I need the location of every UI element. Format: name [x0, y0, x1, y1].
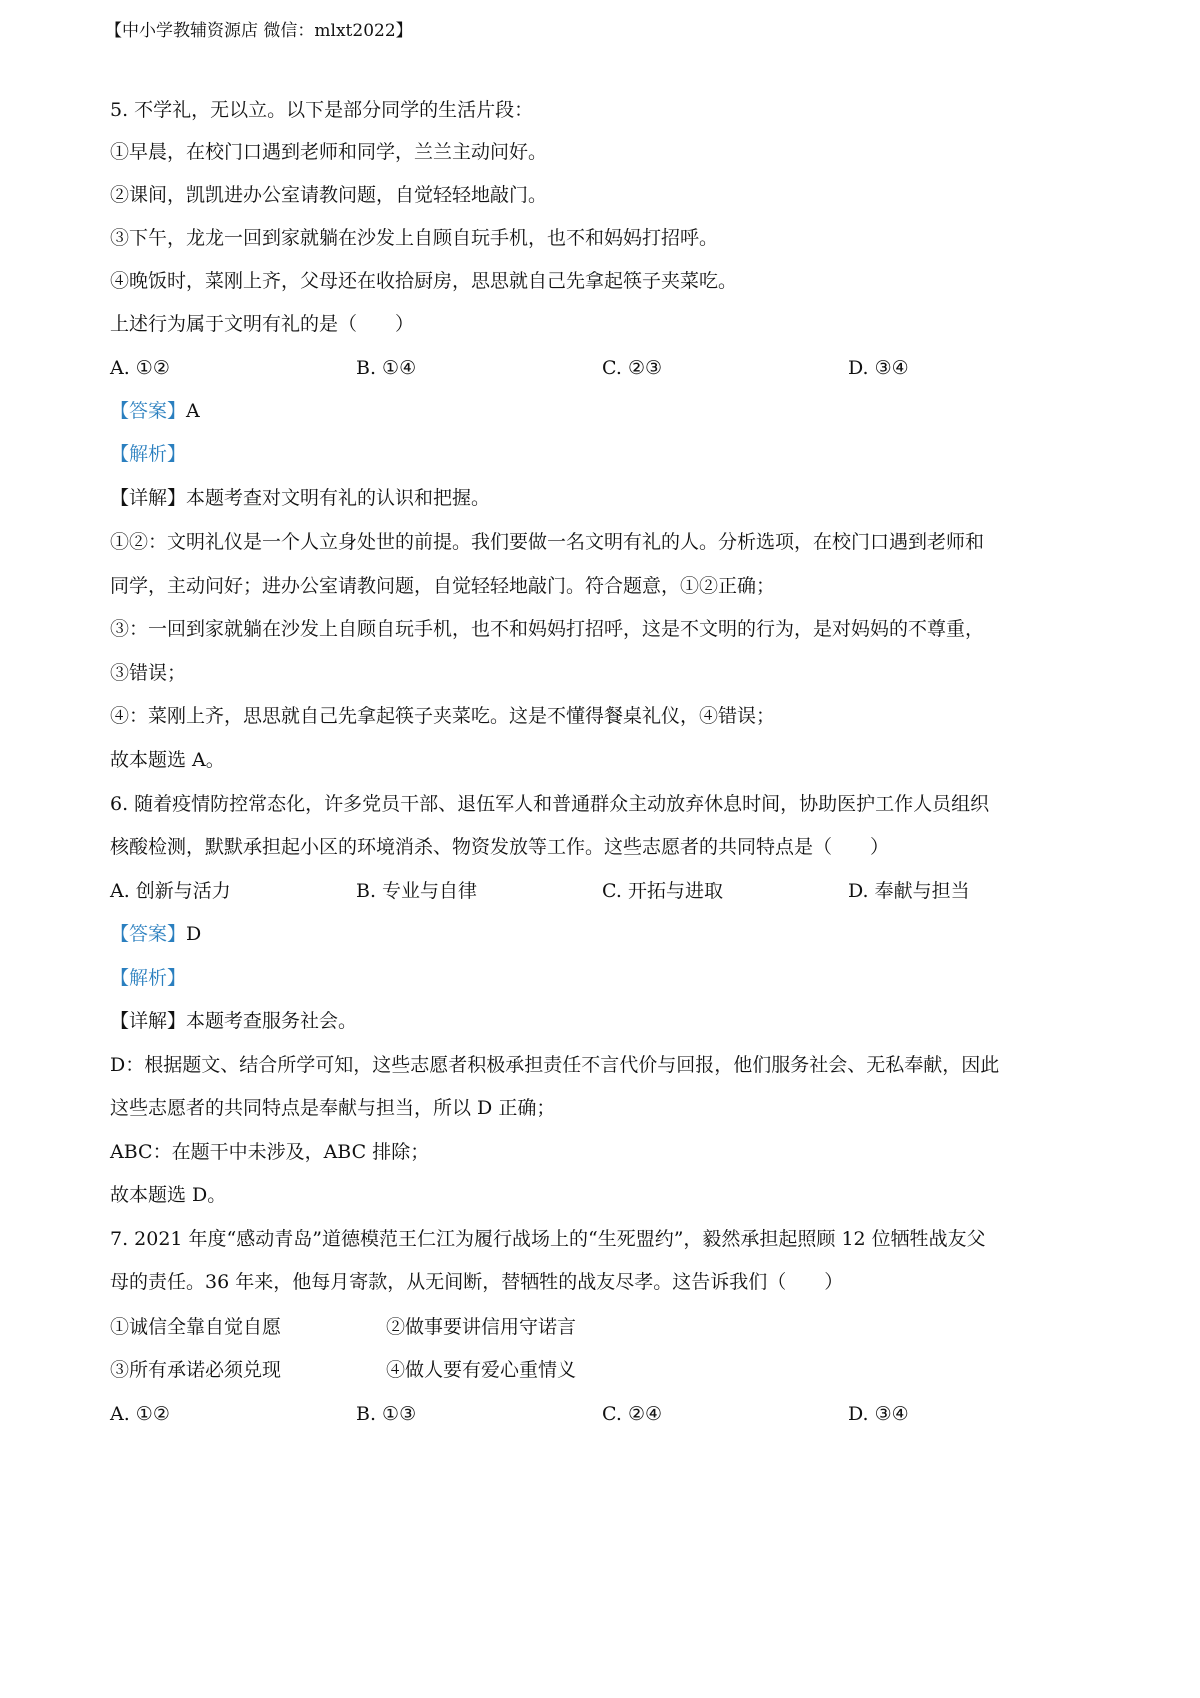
q6-explain-3: ABC：在题干中未涉及，ABC 排除；: [110, 1141, 430, 1163]
q5-stem: 5. 不学礼，无以立。以下是部分同学的生活片段：: [110, 99, 534, 121]
q7-statement-3: ③所有承诺必须兑现: [110, 1359, 282, 1381]
q5-option-a: A. ①②: [110, 357, 170, 379]
q6-analysis-tag: 【解析】: [110, 967, 187, 989]
q7-stem-line-1: 7. 2021 年度“感动青岛”道德模范王仁江为履行战场上的“生死盟约”，毅然承担起照顾 12 位牺牲战友父: [110, 1228, 986, 1250]
q6-option-a: A. 创新与活力: [110, 880, 231, 902]
q5-options: [110, 354, 1010, 382]
q5-explain-4: ③错误；: [110, 662, 187, 684]
q7-options: [110, 1400, 1010, 1428]
q5-option-b: B. ①④: [356, 357, 417, 379]
q6-conclusion: 故本题选 D。: [110, 1184, 227, 1206]
q6-options: [110, 877, 1010, 905]
q6-option-c: C. 开拓与进取: [602, 880, 723, 902]
q5-question: 上述行为属于文明有礼的是（ ）: [110, 313, 415, 335]
q7-option-a: A. ①②: [110, 1403, 170, 1425]
q6-answer-tag: 【答案】: [110, 923, 187, 945]
q5-detail: 【详解】本题考查对文明有礼的认识和把握。: [110, 487, 491, 509]
q7-statements-row-1: [110, 1313, 1010, 1341]
q7-statements-row-2: [110, 1356, 1010, 1384]
q6-explain-1: D：根据题文、结合所学可知，这些志愿者积极承担责任不言代价与回报，他们服务社会、无私奉献，因此: [110, 1054, 1000, 1076]
q6-answer: [110, 920, 201, 948]
q7-statement-2: ②做事要讲信用守诺言: [386, 1316, 577, 1338]
q5-conclusion: 故本题选 A。: [110, 749, 225, 771]
q7-option-d: D. ③④: [848, 1403, 909, 1425]
q5-answer: [110, 397, 200, 425]
q7-option-c: C. ②④: [602, 1403, 663, 1425]
q7-statement-1: ①诚信全靠自觉自愿: [110, 1316, 282, 1338]
q5-option-d: D. ③④: [848, 357, 909, 379]
q7-option-b: B. ①③: [356, 1403, 417, 1425]
q5-explain-2: 同学，主动问好；进办公室请教问题，自觉轻轻地敲门。符合题意，①②正确；: [110, 575, 776, 597]
q7-statement-4: ④做人要有爱心重情义: [386, 1359, 577, 1381]
q5-analysis-tag: 【解析】: [110, 443, 187, 465]
q5-item-3: ③下午，龙龙一回到家就躺在沙发上自顾自玩手机，也不和妈妈打招呼。: [110, 227, 719, 249]
q5-item-1: ①早晨，在校门口遇到老师和同学，兰兰主动问好。: [110, 141, 548, 163]
q5-answer-value: A: [186, 400, 200, 422]
q6-answer-value: D: [186, 923, 202, 945]
q7-stem-line-2: 母的责任。36 年来，他每月寄款，从无间断，替牺牲的战友尽孝。这告诉我们（ ）: [110, 1271, 844, 1293]
q6-option-b: B. 专业与自律: [356, 880, 478, 902]
watermark-header: 【中小学教辅资源店 微信：mlxt2022】: [105, 21, 413, 41]
q5-option-c: C. ②③: [602, 357, 663, 379]
q6-explain-2: 这些志愿者的共同特点是奉献与担当，所以 D 正确；: [110, 1097, 556, 1119]
q5-explain-5: ④：菜刚上齐，思思就自己先拿起筷子夹菜吃。这是不懂得餐桌礼仪，④错误；: [110, 705, 776, 727]
q5-explain-3: ③：一回到家就躺在沙发上自顾自玩手机，也不和妈妈打招呼，这是不文明的行为，是对妈妈的不尊重，: [110, 618, 985, 640]
q6-detail: 【详解】本题考查服务社会。: [110, 1010, 358, 1032]
q5-explain-1: ①②：文明礼仪是一个人立身处世的前提。我们要做一名文明有礼的人。分析选项，在校门口遇到老师和: [110, 531, 985, 553]
q6-option-d: D. 奉献与担当: [848, 880, 970, 902]
q5-item-2: ②课间，凯凯进办公室请教问题，自觉轻轻地敲门。: [110, 184, 548, 206]
q6-stem-line-2: 核酸检测，默默承担起小区的环境消杀、物资发放等工作。这些志愿者的共同特点是（ ）: [110, 836, 890, 858]
q6-stem-line-1: 6. 随着疫情防控常态化，许多党员干部、退伍军人和普通群众主动放弃休息时间，协助医护工作人员组织: [110, 793, 990, 815]
q5-answer-tag: 【答案】: [110, 400, 187, 422]
q5-item-4: ④晚饭时，菜刚上齐，父母还在收拾厨房，思思就自己先拿起筷子夹菜吃。: [110, 270, 738, 292]
